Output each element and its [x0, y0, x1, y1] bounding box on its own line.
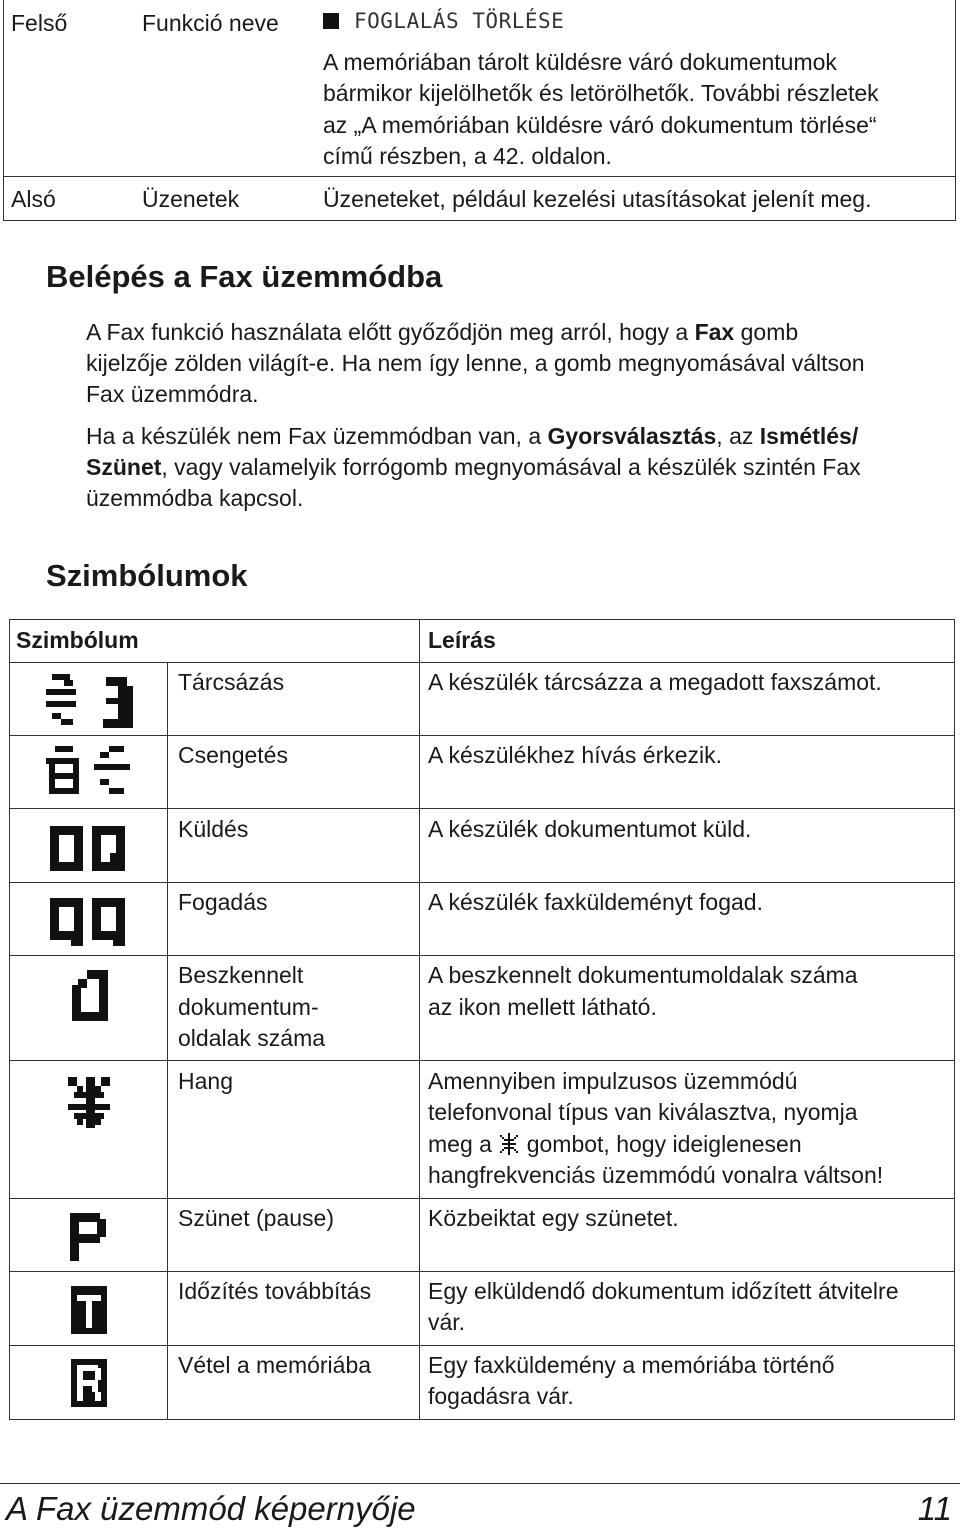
- paragraph-line: Ha a készülék nem Fax üzemmódban van, a Gyorsválasztás, az Ismétlés/: [86, 423, 859, 449]
- symbol-desc: A készülék tárcsázza a megadott faxszámot.: [428, 669, 882, 695]
- symbol-desc: A készülék faxküldeményt fogad.: [428, 889, 763, 915]
- receive-icon: [50, 898, 128, 946]
- symbol-name: Fogadás: [178, 889, 268, 915]
- desc-line: bármikor kijelölhetők és letörölhetők. További részletek: [323, 80, 879, 106]
- paragraph-line: üzemmódba kapcsol.: [86, 485, 304, 511]
- table-divider: [4, 176, 955, 177]
- column-header-description: Leírás: [428, 627, 496, 653]
- name-cell: Üzenetek: [142, 186, 240, 212]
- ring-icon: [46, 746, 130, 800]
- symbol-desc: A beszkennelt dokumentumoldalak száma: [428, 962, 858, 988]
- row-divider: [9, 1060, 955, 1061]
- symbol-desc: A készülék dokumentumot küld.: [428, 816, 752, 842]
- page-number: 11: [917, 1490, 952, 1527]
- section-heading: Belépés a Fax üzemmódba: [46, 259, 443, 294]
- symbol-name: Hang: [178, 1068, 233, 1094]
- symbol-name: Szünet (pause): [178, 1205, 334, 1231]
- desc-line: A memóriában tárolt küldésre váró dokumentumok: [323, 49, 837, 75]
- symbol-name: Küldés: [178, 816, 249, 842]
- symbol-desc: A készülékhez hívás érkezik.: [428, 742, 723, 768]
- paragraph-line: kijelzője zölden világít-e. Ha nem így lenne, a gomb megnyomásával váltson: [86, 350, 865, 376]
- symbol-name: Tárcsázás: [178, 669, 285, 695]
- symbol-desc: telefonvonal típus van kiválasztva, nyomja: [428, 1099, 858, 1125]
- symbol-name: oldalak száma: [178, 1025, 326, 1051]
- footer-title: A Fax üzemmód képernyője: [6, 1490, 416, 1527]
- symbol-desc: Amennyiben impulzusos üzemmódú: [428, 1068, 798, 1094]
- dial-icon: [46, 674, 136, 728]
- row-divider: [9, 955, 955, 956]
- desc-line: című részben, a 42. oldalon.: [323, 143, 612, 169]
- row-divider: [9, 882, 955, 883]
- symbol-name: Beszkennelt: [178, 962, 304, 988]
- column-divider: [167, 663, 168, 1419]
- symbol-desc: Egy elküldendő dokumentum időzített átvitelre: [428, 1278, 899, 1304]
- row-divider: [9, 1271, 955, 1272]
- column-header-symbol: Szimbólum: [16, 627, 139, 653]
- symbol-name: dokumentum-: [178, 994, 319, 1020]
- column-divider: [419, 620, 420, 1419]
- symbol-desc: Közbeiktat egy szünetet.: [428, 1205, 679, 1231]
- memory-rx-icon: [71, 1359, 107, 1407]
- function-title: FOGLALÁS TÖRLÉSE: [354, 9, 565, 33]
- position-cell: Alsó: [11, 186, 56, 212]
- pause-icon: [70, 1213, 106, 1261]
- desc-cell: Üzeneteket, például kezelési utasításokat jelenít meg.: [323, 186, 872, 212]
- symbol-desc: az ikon mellett látható.: [428, 994, 657, 1020]
- timer-icon: [71, 1286, 107, 1334]
- asterisk-key-icon: [500, 1133, 518, 1155]
- symbol-desc: Egy faxküldemény a memóriába történő: [428, 1352, 835, 1378]
- row-divider: [9, 662, 955, 663]
- section-heading: Szimbólumok: [46, 558, 248, 593]
- row-divider: [9, 1345, 955, 1346]
- symbol-name: Időzítés továbbítás: [178, 1278, 372, 1304]
- symbol-desc: hangfrekvenciás üzemmódú vonalra váltson!: [428, 1162, 884, 1188]
- paragraph-line: Szünet, vagy valamelyik forrógomb megnyomásával a készülék szintén Fax: [86, 454, 861, 480]
- row-divider: [9, 808, 955, 809]
- desc-line: az „A memóriában küldésre váró dokumentum törlése“: [323, 112, 877, 138]
- row-divider: [9, 1198, 955, 1199]
- row-divider: [9, 735, 955, 736]
- symbol-desc: meg a gombot, hogy ideiglenesen: [428, 1131, 802, 1157]
- bullet-square-icon: [323, 13, 339, 29]
- paragraph-line: A Fax funkció használata előtt győződjön meg arról, hogy a Fax gomb: [86, 319, 799, 345]
- asterisk-icon: [68, 1077, 110, 1128]
- position-cell: Felső: [11, 10, 68, 36]
- page-icon: [72, 970, 108, 1021]
- symbol-desc: vár.: [428, 1309, 466, 1335]
- symbol-name: Csengetés: [178, 742, 288, 768]
- paragraph-line: Fax üzemmódra.: [86, 381, 259, 407]
- symbol-name: Vétel a memóriába: [178, 1352, 372, 1378]
- symbol-desc: fogadásra vár.: [428, 1383, 574, 1409]
- name-cell: Funkció neve: [142, 10, 279, 36]
- send-icon: [50, 826, 128, 871]
- footer-rule: [0, 1483, 960, 1484]
